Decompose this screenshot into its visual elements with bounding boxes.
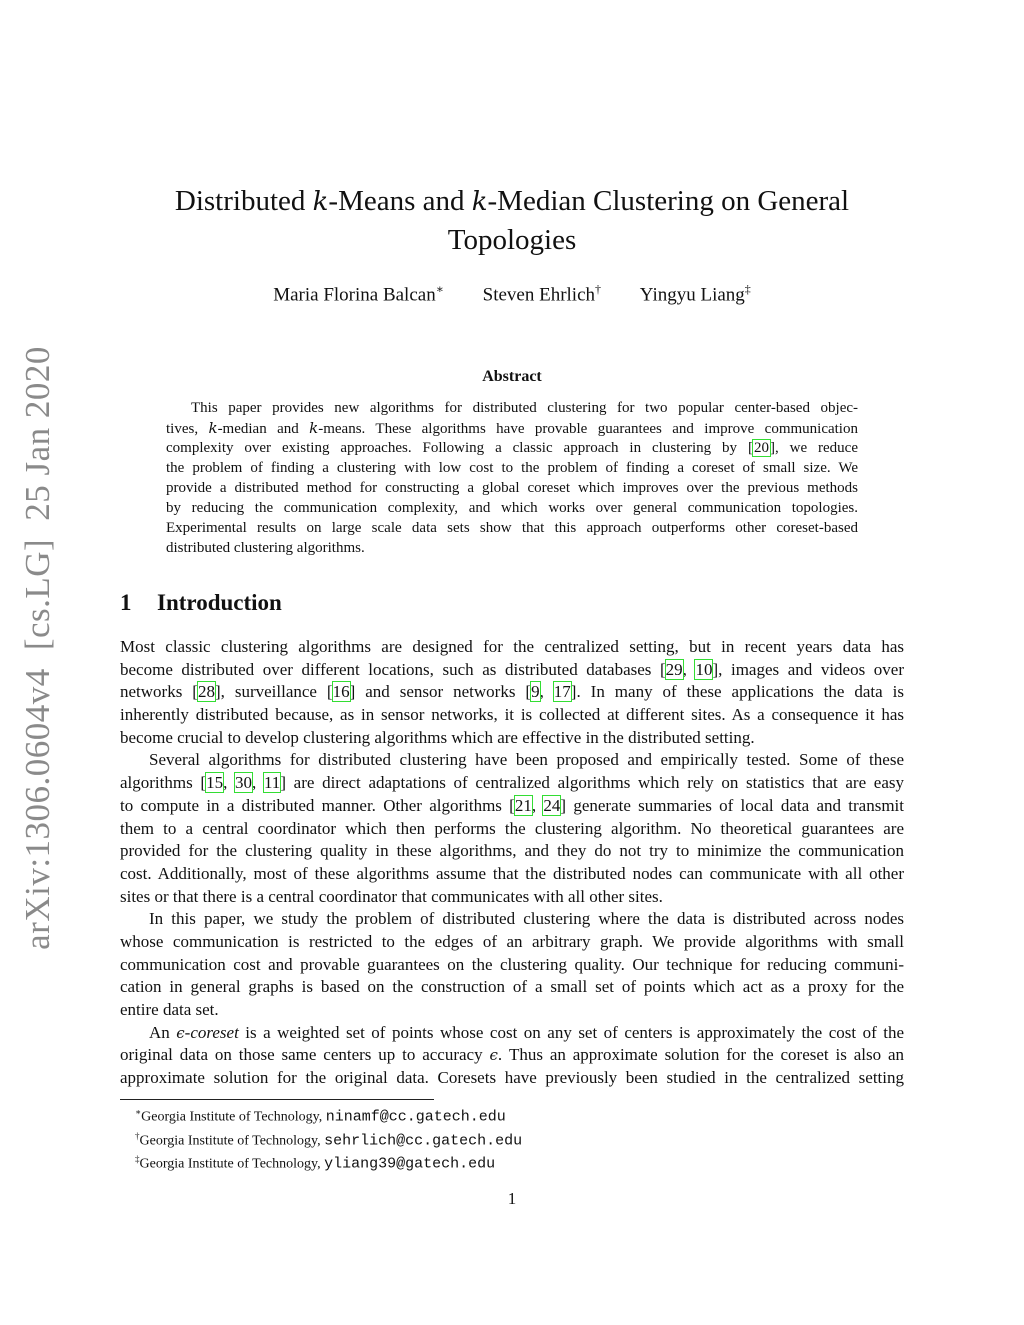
abstract-line: by reducing the communication complexity, and which works over general communication topologies. xyxy=(166,500,858,516)
body-line: algorithms [15, 30, 11] are direct adaptations of centralized algorithms which rely on statistics that are easy xyxy=(120,773,905,793)
citation-link[interactable]: 9 xyxy=(531,682,540,702)
abstract-line: This paper provides new algorithms for distributed clustering for two popular center-based objec- xyxy=(191,400,858,416)
page-number: 1 xyxy=(507,1189,517,1208)
paper-title xyxy=(120,182,904,259)
body-line: cation in general graphs is based on the construction of a small set of points which act as a proxy for the xyxy=(120,977,904,997)
citation-link[interactable]: 24 xyxy=(543,795,561,815)
abstract-line: tives, k-median and k-means. These algorithms have provable guarantees and improve communication xyxy=(166,419,858,437)
email-link[interactable]: ninamf@cc.gatech.edu xyxy=(325,1108,506,1126)
footnote-rule xyxy=(120,1099,434,1100)
section-title: Introduction xyxy=(157,590,282,615)
citation-link[interactable]: 28 xyxy=(197,682,215,702)
abstract-line: Experimental results on large scale data sets show that this approach outperforms other coreset-based xyxy=(166,520,858,536)
body-line: In this paper, we study the problem of distributed clustering where the data is distributed across nodes xyxy=(149,909,904,929)
body-line: Several algorithms for distributed clustering have been proposed and empirically tested. Some of these xyxy=(149,750,904,770)
author: Yingyu Liang‡ xyxy=(639,282,751,306)
citation-link[interactable]: 30 xyxy=(235,773,252,793)
body-line: networks [28], surveillance [16] and sensor networks [9, 17]. In many of these applications the data is xyxy=(120,682,905,702)
citation-link[interactable]: 17 xyxy=(553,682,571,702)
citation-link[interactable]: 15 xyxy=(206,773,224,793)
body-line: become crucial to develop clustering algorithms which are effective in the distributed setting. xyxy=(120,727,755,747)
abstract-heading: Abstract xyxy=(482,368,542,385)
footnote: †Georgia Institute of Technology, sehrlich@cc.gatech.edu xyxy=(135,1130,523,1150)
email-link[interactable]: sehrlich@cc.gatech.edu xyxy=(324,1132,523,1150)
body-line: them to a central coordinator which then performs the clustering algorithm. No theoretical guarantees are xyxy=(120,818,904,838)
footnote: ∗Georgia Institute of Technology, ninamf@cc.gatech.edu xyxy=(135,1107,506,1126)
body-line: cost. Additionally, most of these algorithms assume that the distributed nodes can communicate with all other xyxy=(120,863,904,883)
citation-link[interactable]: 10 xyxy=(695,659,713,679)
footnotes xyxy=(120,1103,522,1174)
citation-link[interactable]: 11 xyxy=(263,773,281,793)
body-line: become distributed over different locations, such as distributed databases [29, 10], images and videos over xyxy=(120,659,904,679)
footnote: ‡Georgia Institute of Technology, yliang39@gatech.edu xyxy=(135,1154,496,1173)
body-line: provided for the clustering quality in these algorithms, and they do not try to minimize the communication xyxy=(120,841,904,861)
citation-link[interactable]: 29 xyxy=(665,659,683,679)
citation-link[interactable]: 20 xyxy=(753,440,769,456)
author: Maria Florina Balcan∗ xyxy=(273,282,444,306)
author-footnote-mark[interactable]: ‡ xyxy=(744,282,751,296)
author-footnote-mark[interactable]: ∗ xyxy=(435,282,444,296)
body-line: entire data set. xyxy=(120,1000,219,1019)
section-heading xyxy=(120,590,282,616)
arxiv-sidebar xyxy=(18,346,58,950)
author-list xyxy=(120,282,904,306)
body-line: Most classic clustering algorithms are designed for the centralized setting, but in recent years data has xyxy=(120,637,904,656)
abstract-line: provide a distributed method for constructing a global coreset which improves over the previous methods xyxy=(166,480,858,496)
body-line: communication cost and provable guarantees on the clustering quality. Our technique for reducing communi- xyxy=(120,954,904,974)
arxiv-date: 25 Jan 2020 xyxy=(18,346,57,521)
body-line: inherently distributed because, as in sensor networks, it is collected at different sites. As a consequence it has xyxy=(120,705,904,725)
citation-link[interactable]: 21 xyxy=(514,795,532,815)
author-footnote-mark[interactable]: † xyxy=(595,282,602,296)
body-line: whose communication is restricted to the edges of an arbitrary graph. We provide algorithms with small xyxy=(120,931,904,951)
body-line: original data on those same centers up to accuracy ϵ. Thus an approximate solution for the coreset is also an xyxy=(120,1045,904,1065)
arxiv-id[interactable]: arXiv:1306.0604v4 xyxy=(18,668,57,950)
email-link[interactable]: yliang39@gatech.edu xyxy=(324,1155,496,1173)
title-line-2: Topologies xyxy=(447,224,577,256)
author: Steven Ehrlich† xyxy=(482,282,602,306)
abstract-body xyxy=(166,398,858,558)
section-number: 1 xyxy=(120,590,132,615)
body-line: to compute in a distributed manner. Other algorithms [21, 24] generate summaries of local data and transmit xyxy=(120,795,904,815)
abstract-line: the problem of finding a clustering with low cost to the problem of finding a coreset of small size. We xyxy=(166,460,858,476)
body-line: sites or that there is a central coordinator that communicates with all other sites. xyxy=(120,886,663,906)
citation-link[interactable]: 16 xyxy=(332,682,350,702)
abstract-line: distributed clustering algorithms. xyxy=(166,540,365,556)
section-body xyxy=(120,636,904,1090)
abstract-line: complexity over existing approaches. Following a classic approach in clustering by [20], we reduce xyxy=(166,440,858,456)
body-line: An ϵ-coreset is a weighted set of points whose cost on any set of centers is approximately the cost of the xyxy=(149,1022,904,1042)
title-line-1: Distributed k-Means and k-Median Clustering on General xyxy=(174,185,850,217)
body-line: approximate solution for the original data. Coresets have previously been studied in the centralized setting xyxy=(120,1068,904,1088)
arxiv-category: [cs.LG] xyxy=(18,538,57,651)
